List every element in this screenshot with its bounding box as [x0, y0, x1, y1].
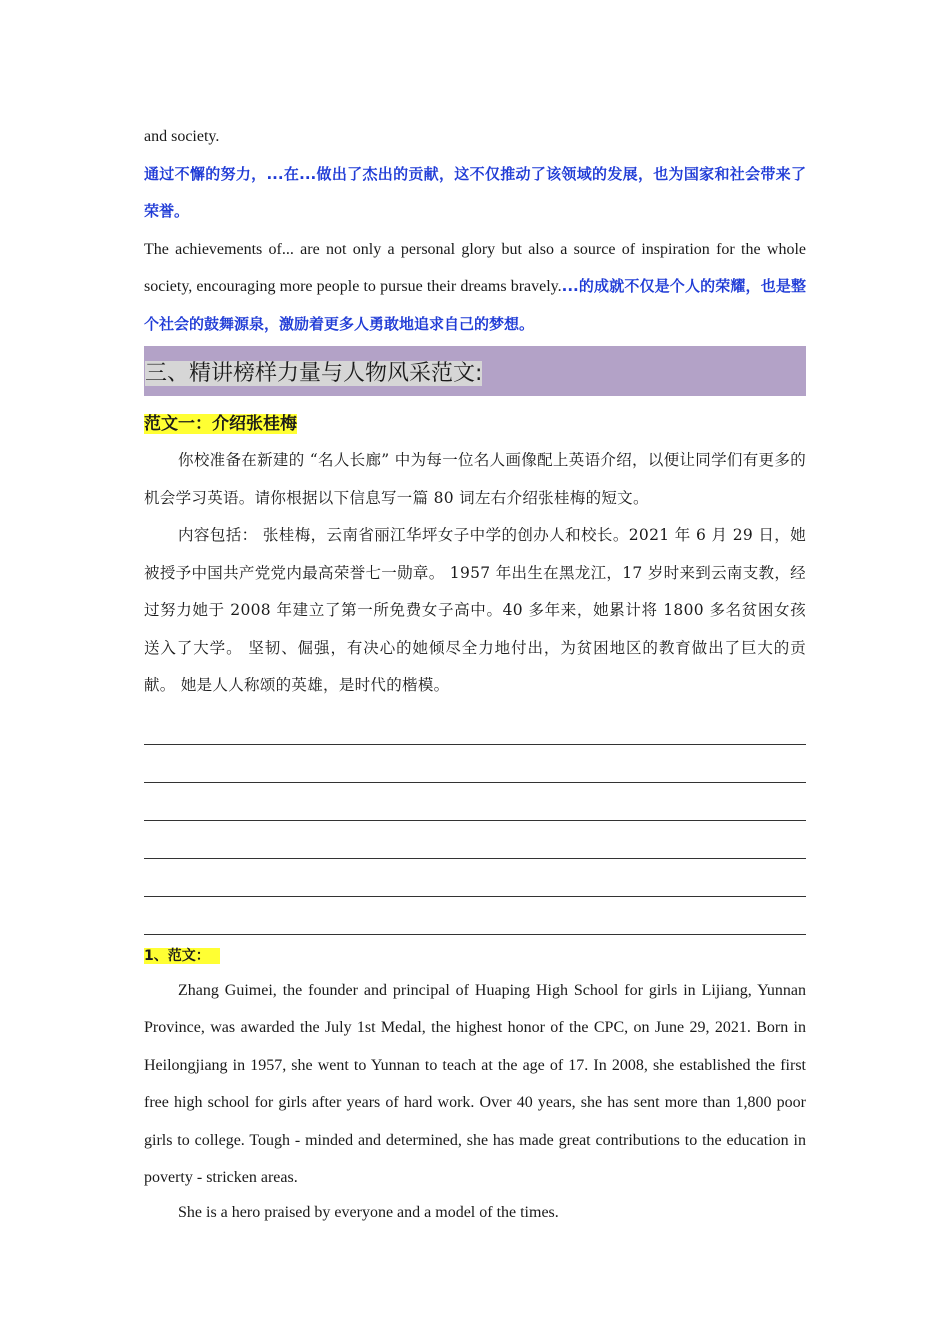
intro-chinese-sentence-1: 通过不懈的努力，...在...做出了杰出的贡献，这不仅推动了该领域的发展，也为国家和社会带来了荣誉。 — [144, 164, 806, 220]
example-heading: 范文一：介绍张桂梅 — [144, 414, 297, 434]
section-header-bar — [144, 346, 806, 396]
model-essay-heading: 1、范文： — [144, 941, 806, 972]
writing-line[interactable] — [144, 783, 806, 821]
document-page — [144, 118, 806, 1229]
writing-line[interactable] — [144, 897, 806, 935]
writing-line[interactable] — [144, 745, 806, 783]
intro-english-sentence-2: The achievements of... are not only a personal glory but also a source of inspiration for the whole society, encouraging more people to pursue their dreams bravely. — [144, 240, 806, 295]
writing-line[interactable] — [144, 859, 806, 897]
writing-line[interactable] — [144, 821, 806, 859]
intro-mixed-paragraph — [144, 231, 806, 344]
model-essay-paragraph-1: Zhang Guimei, the founder and principal of Huaping High School for girls in Lijiang, Yunnan Province, was awarded the July 1st Medal, the highest honor of the CPC, on June 29, 2021. Born in Heilongjiang in 1957, she went to Yunnan to teach at the age of 17. In 2008, she established the first free high school for girls after years of hard work. Over 40 years, she has sent more than 1,800 poor girls to college. Tough - minded and determined, she has made great contributions to the education in poverty - stricken areas. — [144, 981, 806, 1186]
model-essay-paragraph-2: She is a hero praised by everyone and a model of the times. — [178, 1203, 559, 1221]
task-content-paragraph: 内容包括： 张桂梅，云南省丽江华坪女子中学的创办人和校长。2021 年 6 月 29 日，她被授予中国共产党党内最高荣誉七一勋章。 1957 年出生在黑龙江，17 岁时来到云南支教，经过努力她于 2008 年建立了第一所免费女子高中。40 多年来，她累计将 1800 多名贫困女孩送入了大学。 坚韧、倔强，有决心的她倾尽全力地付出，为贫困地区的教育做出了巨大的贡献。 她是人人称颂的英雄，是时代的楷模。 — [144, 526, 806, 694]
writing-lines — [144, 707, 806, 935]
task-prompt-paragraph: 你校准备在新建的 “名人长廊” 中为每一位名人画像配上英语介绍，以便让同学们有更多的机会学习英语。请你根据以下信息写一篇 80 词左右介绍张桂梅的短文。 — [144, 451, 806, 507]
intro-english-tail: and society. — [144, 128, 220, 145]
section-title: 三、精讲榜样力量与人物风采范文: — [145, 360, 483, 386]
writing-line[interactable] — [144, 707, 806, 745]
intro-chinese-sentence-2: ...的成就不仅是个人的荣耀，也是整个社会的鼓舞源泉，激励着更多人勇敢地追求自己的梦想。 — [144, 277, 806, 333]
